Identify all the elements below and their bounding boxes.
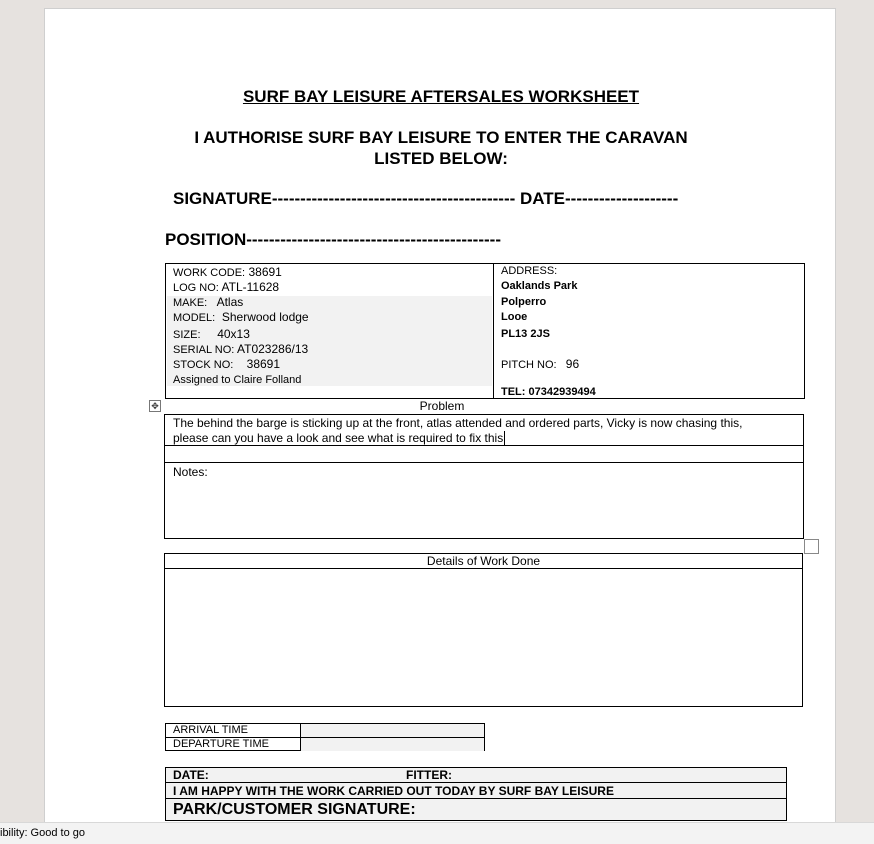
address-line-2: Polperro (501, 296, 547, 308)
log-no-row: LOG NO: ATL-11628 (173, 280, 280, 294)
pitch-value: 96 (565, 357, 580, 371)
document-title: SURF BAY LEISURE AFTERSALES WORKSHEET (242, 87, 640, 106)
time-table-divider (300, 724, 301, 750)
authorise-line-2: LISTED BELOW: (374, 149, 508, 168)
notes-label: Notes: (173, 465, 208, 479)
arrival-row (166, 724, 484, 738)
signoff-table (165, 767, 787, 821)
serial-row: SERIAL NO: AT023286/13 (173, 342, 309, 356)
address-line-1: Oaklands Park (501, 280, 578, 292)
serial-value: AT023286/13 (237, 342, 309, 356)
status-bar (0, 822, 874, 844)
arrival-time-field[interactable] (301, 724, 484, 737)
notes-box[interactable] (164, 462, 804, 539)
departure-time-field[interactable] (301, 738, 484, 751)
make-row: MAKE: Atlas (173, 295, 244, 309)
departure-label: DEPARTURE TIME (173, 738, 269, 750)
telephone: TEL: 07342939494 (501, 386, 596, 398)
happy-statement: I AM HAPPY WITH THE WORK CARRIED OUT TODAY BY SURF BAY LEISURE (166, 784, 786, 799)
model-value: Sherwood lodge (221, 310, 309, 324)
problem-line-2: please can you have a look and see what is required to fix this (173, 431, 504, 445)
make-value: Atlas (216, 295, 244, 309)
problem-header: Problem (419, 399, 465, 413)
caravan-info-table (165, 263, 805, 399)
fitter-label: FITTER: (406, 768, 452, 782)
size-value: 40x13 (217, 327, 250, 341)
work-code-value: 38691 (248, 265, 282, 279)
arrival-label: ARRIVAL TIME (173, 724, 248, 736)
departure-row (166, 738, 484, 751)
address-line-3: Looe (501, 311, 528, 323)
pitch-row: PITCH NO: 96 (501, 357, 580, 371)
time-table (165, 723, 485, 751)
model-row: MODEL: Sherwood lodge (173, 310, 309, 324)
address-line-4: PL13 2JS (501, 328, 550, 340)
stock-value: 38691 (246, 357, 281, 371)
customer-signature: PARK/CUSTOMER SIGNATURE: (173, 801, 416, 818)
problem-description[interactable] (164, 414, 804, 446)
size-row: SIZE: 40x13 (173, 327, 250, 341)
date-fitter-row (166, 768, 786, 783)
column-divider (493, 264, 494, 398)
details-header: Details of Work Done (165, 554, 802, 569)
table-resize-handle[interactable] (804, 539, 819, 554)
problem-extra-row[interactable] (164, 445, 804, 463)
stock-row: STOCK NO: 38691 (173, 357, 281, 371)
accessibility-status[interactable]: ibility: Good to go (0, 827, 85, 839)
problem-line-1: The behind the barge is sticking up at the front, atlas attended and ordered parts, Vicky is now chasing this, (173, 416, 743, 430)
signature-date-line: SIGNATURE------------------------------------------- DATE-------------------- (173, 189, 679, 208)
text-cursor (504, 431, 505, 445)
assigned-to: Assigned to Claire Folland (173, 374, 302, 386)
details-of-work-table[interactable] (164, 553, 803, 707)
table-move-handle-icon[interactable]: ✥ (149, 400, 161, 412)
date-label: DATE: (173, 768, 209, 782)
log-no-value: ATL-11628 (221, 280, 280, 294)
document-page[interactable] (44, 8, 836, 843)
address-label: ADDRESS: (501, 265, 558, 277)
authorise-line-1: I AUTHORISE SURF BAY LEISURE TO ENTER THE CARAVAN (194, 128, 688, 147)
authorise-heading (45, 127, 837, 169)
work-code-row: WORK CODE: 38691 (173, 265, 282, 279)
position-line: POSITION--------------------------------------------- (165, 230, 501, 249)
